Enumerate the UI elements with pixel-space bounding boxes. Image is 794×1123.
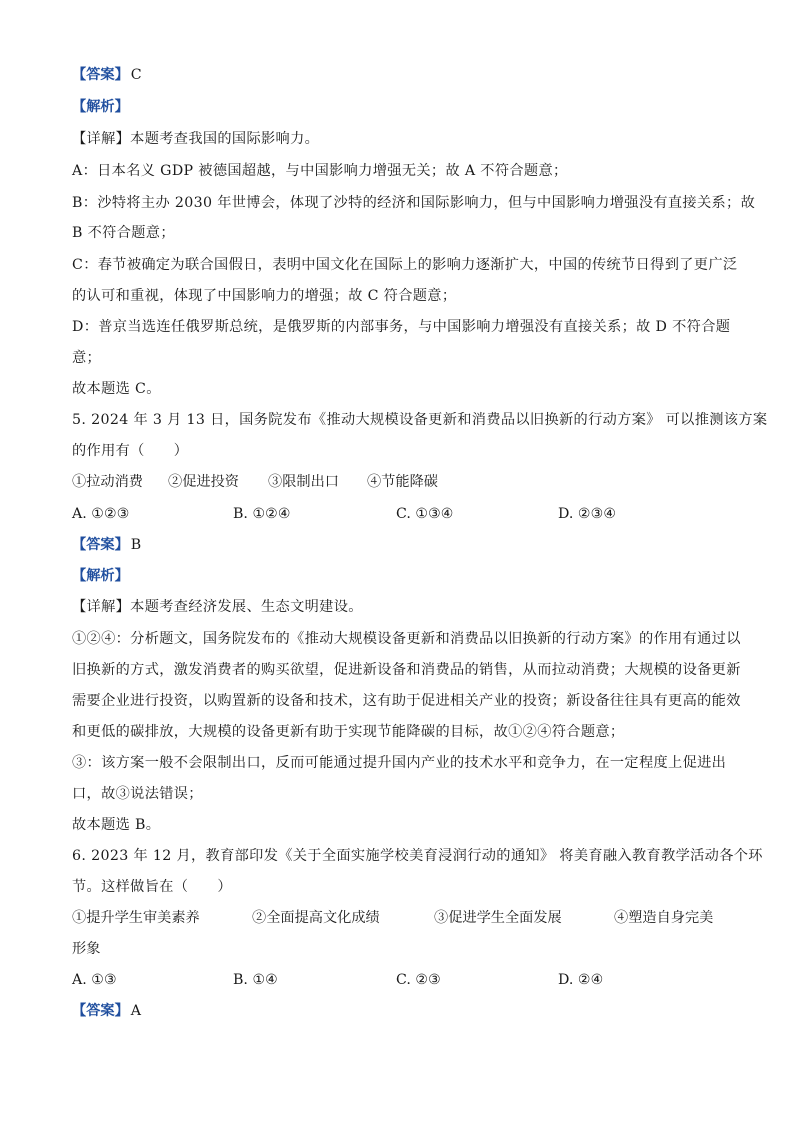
analysis-line: D：普京当选连任俄罗斯总统，是俄罗斯的内部事务，与中国影响力增强没有直接关系；故 D 不符合题: [72, 319, 731, 335]
choice-a: A. ①③: [72, 972, 117, 988]
statement-item: ④节能降碳: [367, 474, 438, 490]
statement-item: ③限制出口: [268, 474, 339, 490]
choice-b: B. ①④: [233, 972, 278, 988]
analysis-line: 故本题选 C。: [72, 381, 161, 397]
analysis-line: ③：该方案一般不会限制出口，反而可能通过提升国内产业的技术水平和竞争力，在一定程度上促进出: [72, 755, 727, 771]
analysis-line: 口，故③说法错误；: [72, 786, 203, 802]
choice-d: D. ②③④: [558, 506, 617, 522]
detail-line: 【详解】本题考查经济发展、生态文明建设。: [72, 599, 363, 615]
question-stem: 5. 2024 年 3 月 13 日，国务院发布《推动大规模设备更新和消费品以旧换新的行动方案》 可以推测该方案: [72, 412, 768, 428]
analysis-line: 需要企业进行投资，以购置新的设备和技术，这有助于促进相关产业的投资；新设备往往具有更高的能效: [72, 693, 741, 709]
statement-item: ②全面提高文化成绩: [252, 910, 380, 926]
analysis-line: ①②④：分析题文，国务院发布的《推动大规模设备更新和消费品以旧换新的行动方案》的作用有通过以: [72, 631, 741, 647]
analysis-line: 故本题选 B。: [72, 817, 161, 833]
statement-item: ④塑造自身完美: [614, 910, 714, 926]
statement-item: ①拉动消费: [72, 474, 143, 490]
analysis-line: 和更低的碳排放，大规模的设备更新有助于实现节能降碳的目标，故①②④符合题意；: [72, 724, 625, 740]
choice-a: A. ①②③: [72, 506, 130, 522]
answer-label: 【答案】 A: [72, 1003, 142, 1019]
choice-b: B. ①②④: [233, 506, 291, 522]
statement-item: ②促进投资: [168, 474, 239, 490]
answer-value: C: [130, 67, 142, 83]
analysis-label: 【解析】: [72, 568, 129, 584]
answer-value: A: [130, 1003, 142, 1019]
analysis-line: 的认可和重视，体现了中国影响力的增强；故 C 符合题意；: [72, 288, 457, 304]
analysis-line: C：春节被确定为联合国假日，表明中国文化在国际上的影响力逐渐扩大，中国的传统节日得到了更广泛: [72, 257, 738, 273]
choice-c: C. ①③④: [396, 506, 454, 522]
question-stem: 节。这样做旨在（ ）: [72, 879, 232, 895]
statement-item-cont: 形象: [72, 941, 101, 957]
answer-label: 【答案】 C: [72, 67, 142, 83]
detail-line: 【详解】本题考查我国的国际影响力。: [72, 131, 320, 147]
question-stem: 的作用有（ ）: [72, 443, 189, 459]
statement-item: ③促进学生全面发展: [434, 910, 562, 926]
question-stem: 6. 2023 年 12 月，教育部印发《关于全面实施学校美育浸润行动的通知》 将美育融入教育教学活动各个环: [72, 848, 763, 864]
analysis-label: 【解析】: [72, 99, 129, 115]
analysis-line: B 不符合题意；: [72, 225, 175, 241]
answer-label: 【答案】 B: [72, 537, 142, 553]
choice-c: C. ②③: [396, 972, 441, 988]
answer-value: B: [130, 537, 142, 553]
analysis-line: A：日本名义 GDP 被德国超越，与中国影响力增强无关；故 A 不符合题意；: [72, 163, 568, 179]
analysis-line: 旧换新的方式，激发消费者的购买欲望，促进新设备和消费品的销售，从而拉动消费；大规模的设备更新: [72, 662, 741, 678]
analysis-line: B：沙特将主办 2030 年世博会，体现了沙特的经济和国际影响力，但与中国影响力增强没有直接关系；故: [72, 195, 756, 211]
analysis-line: 意；: [72, 350, 102, 366]
statement-item: ①提升学生审美素养: [72, 910, 200, 926]
choice-d: D. ②④: [558, 972, 604, 988]
